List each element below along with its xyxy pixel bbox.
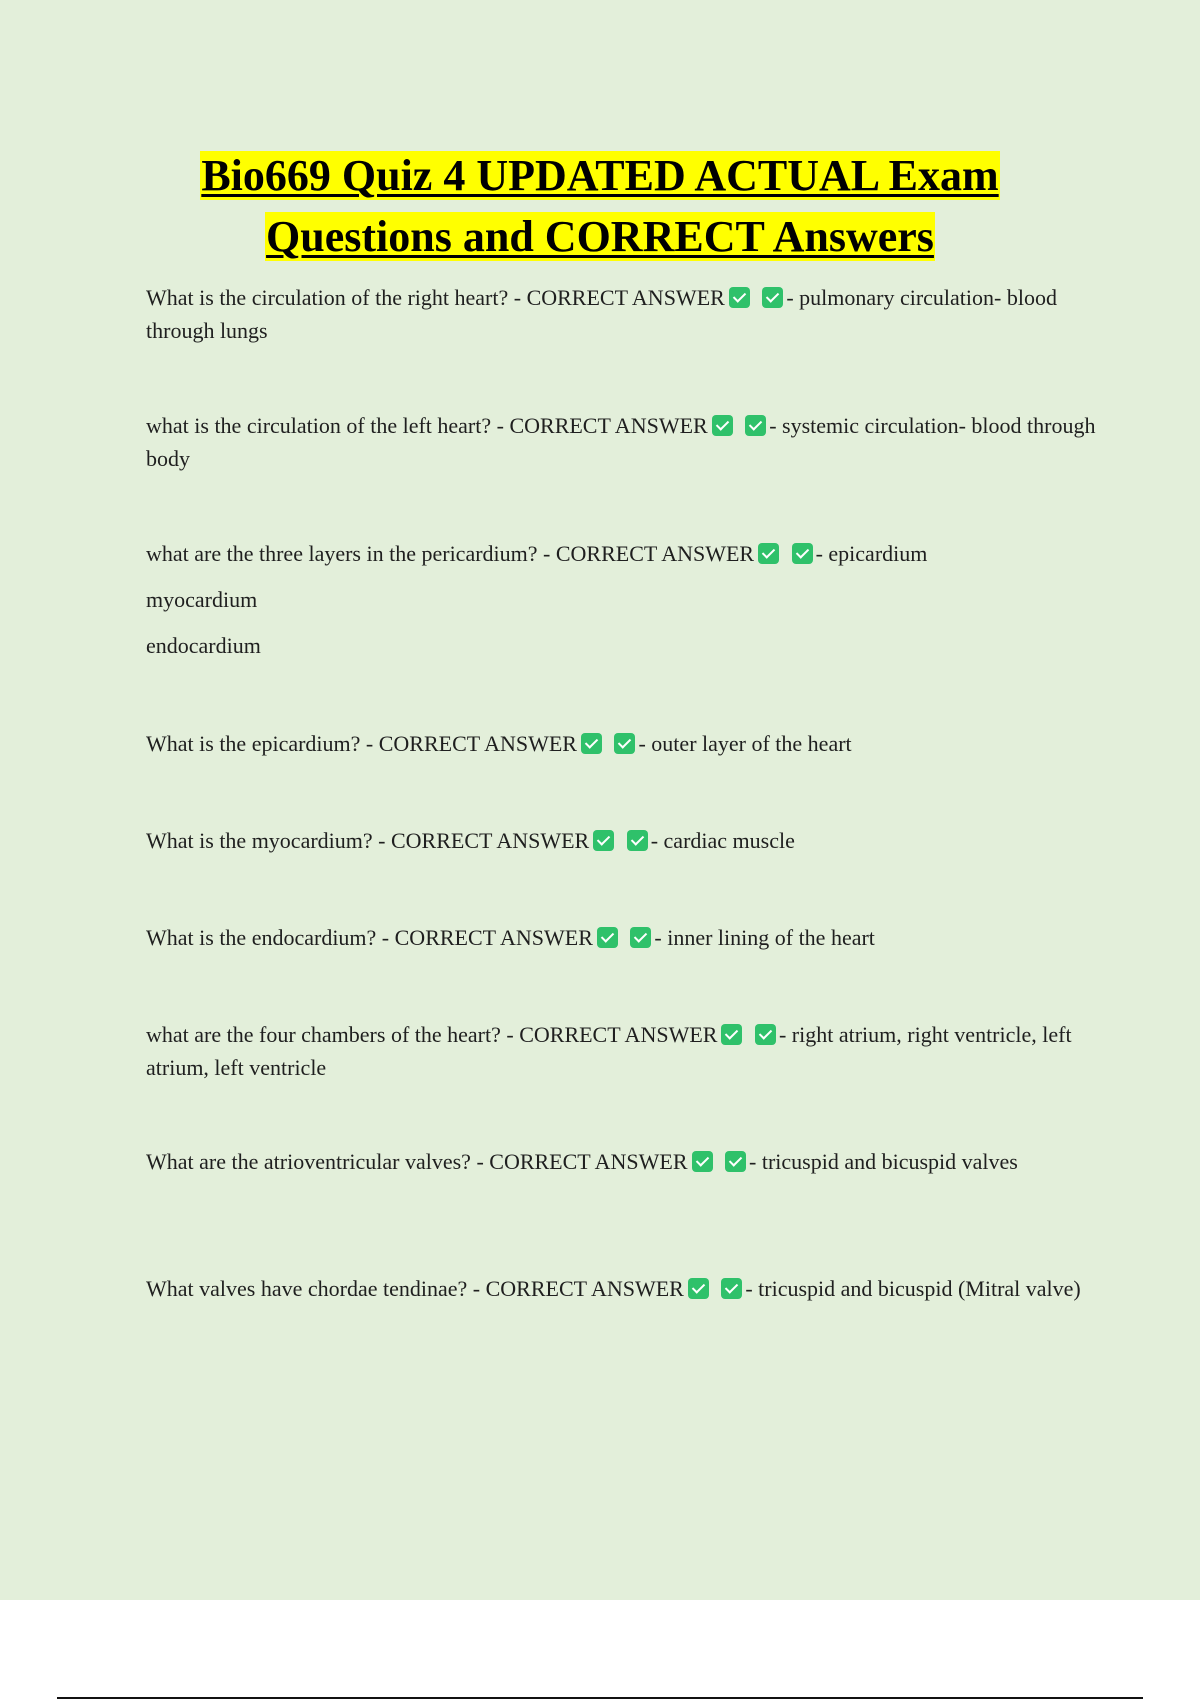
check-icon: [630, 927, 651, 948]
check-icon: [762, 287, 783, 308]
question-text: what are the four chambers of the heart? - CORRECT ANSWER: [146, 1022, 718, 1047]
qa-item-6: [146, 921, 1096, 954]
question-text: What is the myocardium? - CORRECT ANSWER: [146, 828, 590, 853]
qa-item-5: [146, 824, 1096, 857]
answer-text: - outer layer of the heart: [638, 731, 852, 756]
document-title: [0, 145, 1200, 267]
answer-text: - right atrium, right ventricle, left atrium, left ventricle: [146, 1022, 1072, 1080]
check-icon: [627, 830, 648, 851]
qa-item-3: [146, 537, 1096, 662]
check-icon: [725, 1151, 746, 1172]
qa-item-7: [146, 1018, 1096, 1084]
answer-extra-line: endocardium: [146, 633, 261, 658]
qa-item-1: [146, 281, 1096, 347]
check-icon: [597, 927, 618, 948]
footer-divider: [57, 1697, 1143, 1699]
answer-text: - pulmonary circulation- blood through lungs: [146, 285, 1057, 343]
answer-text: - cardiac muscle: [650, 828, 795, 853]
qa-item-2: [146, 409, 1096, 475]
qa-item-4: [146, 727, 1096, 760]
answer-text: - tricuspid and bicuspid valves: [749, 1149, 1018, 1174]
check-icon: [593, 830, 614, 851]
check-icon: [792, 543, 813, 564]
check-icon: [745, 415, 766, 436]
answer-text: - tricuspid and bicuspid (Mitral valve): [745, 1276, 1081, 1301]
check-icon: [721, 1024, 742, 1045]
qa-item-8: [146, 1145, 1096, 1178]
check-icon: [721, 1278, 742, 1299]
qa-item-9: [146, 1272, 1096, 1305]
check-icon: [758, 543, 779, 564]
question-text: What are the atrioventricular valves? - CORRECT ANSWER: [146, 1149, 688, 1174]
check-icon: [688, 1278, 709, 1299]
check-icon: [614, 733, 635, 754]
check-icon: [755, 1024, 776, 1045]
question-text: What valves have chordae tendinae? - CORRECT ANSWER: [146, 1276, 684, 1301]
question-text: what is the circulation of the left heart? - CORRECT ANSWER: [146, 413, 708, 438]
question-text: what are the three layers in the pericardium? - CORRECT ANSWER: [146, 541, 755, 566]
question-text: What is the circulation of the right heart? - CORRECT ANSWER: [146, 285, 725, 310]
title-line-1: Bio669 Quiz 4 UPDATED ACTUAL Exam: [201, 151, 999, 200]
question-text: What is the endocardium? - CORRECT ANSWER: [146, 925, 593, 950]
answer-text: - epicardium: [815, 541, 928, 566]
check-icon: [692, 1151, 713, 1172]
title-line-2: Questions and CORRECT Answers: [266, 212, 934, 261]
question-text: What is the epicardium? - CORRECT ANSWER: [146, 731, 577, 756]
answer-text: - systemic circulation- blood through body: [146, 413, 1096, 471]
check-icon: [581, 733, 602, 754]
answer-text: - inner lining of the heart: [654, 925, 875, 950]
answer-extra-line: myocardium: [146, 587, 258, 612]
check-icon: [712, 415, 733, 436]
check-icon: [729, 287, 750, 308]
